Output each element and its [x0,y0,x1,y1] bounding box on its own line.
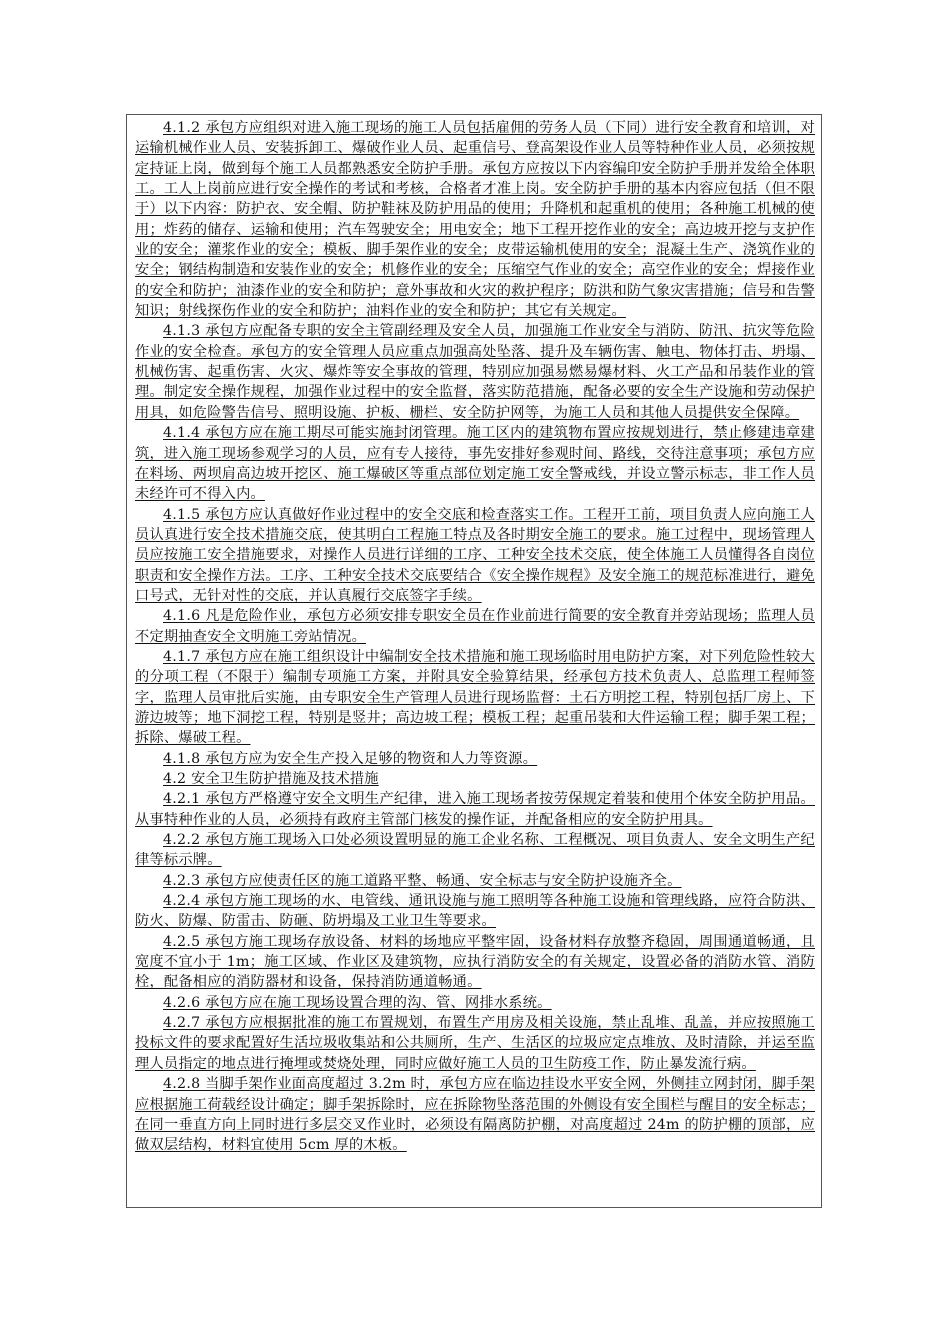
clause-4-1-4: 4.1.4 承包方应在施工期尽可能实施封闭管理。施工区内的建筑物布置应按规划进行，禁止修建违章建筑，进入施工现场参观学习的人员，应有专人接待，事先安排好参观时间、路线，交待注意事项；承包方应在料场、两坝肩高边坡开挖区、施工爆破区等重点部位划定施工安全警戒线，并设立警示标志，非工作人员未经许可不得入内。 [135,425,815,503]
clause-4-2-4: 4.2.4 承包方施工现场的水、电管线、通讯设施与施工照明等各种施工设施和管理线路，应符合防洪、防火、防爆、防雷击、防砸、防坍塌及工业卫生等要求。 [135,893,815,930]
clause-4-2-1: 4.2.1 承包方严格遵守安全文明生产纪律，进入施工现场者按劳保规定着装和使用个体安全防护用品。从事特种作业的人员，必须持有政府主管部门核发的操作证，并配备相应的安全防护用具。 [135,791,815,828]
clause-4-1-3: 4.1.3 承包方应配备专职的安全主管副经理及安全人员，加强施工作业安全与消防、防汛、抗灾等危险作业的安全检查。承包方的安全管理人员应重点加强高处坠落、提升及车辆伤害、触电、物体打击、坍塌、机械伤害、起重伤害、火灾、爆炸等安全事故的管理，特别应加强易燃易爆材料、火工产品和吊装作业的管理。制定安全操作规程，加强作业过程中的安全监督，落实防范措施，配备必要的安全生产设施和劳动保护用具，如危险警告信号、照明设施、护板、栅栏、安全防护网等，为施工人员和其他人员提供安全保障。 [135,323,815,421]
clause-4-2-5: 4.2.5 承包方施工现场存放设备、材料的场地应平整牢固，设备材料存放整齐稳固，周围通道畅通，且宽度不宜小于 1m；施工区域、作业区及建筑物，应执行消防安全的有关规定，设置必备的消防水管、消防栓，配备相应的消防器材和设备，保持消防通道畅通。 [135,933,815,991]
clause-4-2-2: 4.2.2 承包方施工现场入口处必须设置明显的施工企业名称、工程概况、项目负责人、安全文明生产纪律等标示牌。 [135,832,815,869]
clause-4-1-8: 4.1.8 承包方应为安全生产投入足够的物资和人力等资源。 [163,750,538,767]
clause-4-2-6: 4.2.6 承包方应在施工现场设置合理的沟、管、网排水系统。 [163,994,552,1011]
clause-4-1-2: 4.1.2 承包方应组织对进入施工现场的施工人员包括雇佣的劳务人员（下同）进行安全教育和培训，对运输机械作业人员、安装拆卸工、爆破作业人员、起重信号、登高架设作业人员等特种作业人员，必须按规定持证上岗，做到每个施工人员都熟悉安全防护手册。承包方应按以下内容编印安全防护手册并发给全体职工。工人上岗前应进行安全操作的考试和考核，合格者才准上岗。安全防护手册的基本内容应包括（但不限于）以下内容：防护衣、安全帽、防护鞋袜及防护用品的使用；升降机和起重机的使用；各种施工机械的使用；炸药的储存、运输和使用；汽车驾驶安全；用电安全；地下工程开挖作业的安全；高边坡开挖与支护作业的安全；灌浆作业的安全；模板、脚手架作业的安全；皮带运输机使用的安全；混凝土生产、浇筑作业的安全；钢结构制造和安装作业的安全；机修作业的安全；压缩空气作业的安全；高空作业的安全；焊接作业的安全和防护；油漆作业的安全和防护；意外事故和火灾的救护程序；防洪和防气象灾害措施；信号和告警知识；射线探伤作业的安全和防护；油料作业的安全和防护；其它有关规定。 [135,120,815,320]
clause-4-1-6: 4.1.6 凡是危险作业，承包方必须安排专职安全员在作业前进行简要的安全教育并旁站现场；监理人员不定期抽查安全文明施工旁站情况。 [135,608,815,645]
clause-4-2-3: 4.2.3 承包方应使责任区的施工道路平整、畅通、安全标志与安全防护设施齐全。 [163,872,682,889]
clause-4-2-7: 4.2.7 承包方应根据批准的施工布置规划，布置生产用房及相关设施，禁止乱堆、乱盖，并应按照施工投标文件的要求配置好生活垃圾收集站和公共厕所，生产、生活区的垃圾应定点堆放、及时清除，并运至监理人员指定的地点进行掩埋或焚烧处理，同时应做好施工人员的卫生防疫工作，防止暴发流行病。 [135,1015,815,1072]
clause-4-1-7: 4.1.7 承包方应在施工组织设计中编制安全技术措施和施工现场临时用电防护方案，对下列危险性较大的分项工程（不限于）编制专项施工方案，并附具安全验算结果，经承包方技术负责人、总监理工程师签字，监理人员审批后实施，由专职安全生产管理人员进行现场监督：土石方明挖工程，特别包括厂房上、下游边坡等；地下洞挖工程，特别是竖井；高边坡工程；模板工程；起重吊装和大件运输工程；脚手架工程；拆除、爆破工程。 [135,648,815,747]
clause-4-1-5: 4.1.5 承包方应认真做好作业过程中的安全交底和检查落实工作。工程开工前，项目负责人应向施工人员认真进行安全技术措施交底，使其明白工程施工特点及各时期安全施工的要求。施工过程中，现场管理人员应按施工安全措施要求，对操作人员进行详细的工序、工种安全技术交底，使全体施工人员懂得各自岗位职责和安全操作方法。工序、工种安全技术交底要结合《安全操作规程》及安全施工的规范标准进行，避免口号式，无针对性的交底，并认真履行交底签字手续。 [135,506,815,604]
clause-4-2-8: 4.2.8 当脚手架作业面高度超过 3.2m 时，承包方应在临边挂设水平安全网，外侧挂立网封闭，脚手架应根据施工荷载经设计确定；脚手架拆除时，应在拆除物坠落范围的外侧设有安全围栏与醒目的安全标志；在同一垂直方向上同时进行多层交叉作业时，必须设有隔离防护棚，对高度超过 24m 的防护棚的顶部，应做双层结构，材料宜使用 5cm 厚的木板。 [135,1076,815,1154]
document-body [135,118,815,1156]
section-heading-4-2: 4.2 安全卫生防护措施及技术措施 [163,771,379,787]
